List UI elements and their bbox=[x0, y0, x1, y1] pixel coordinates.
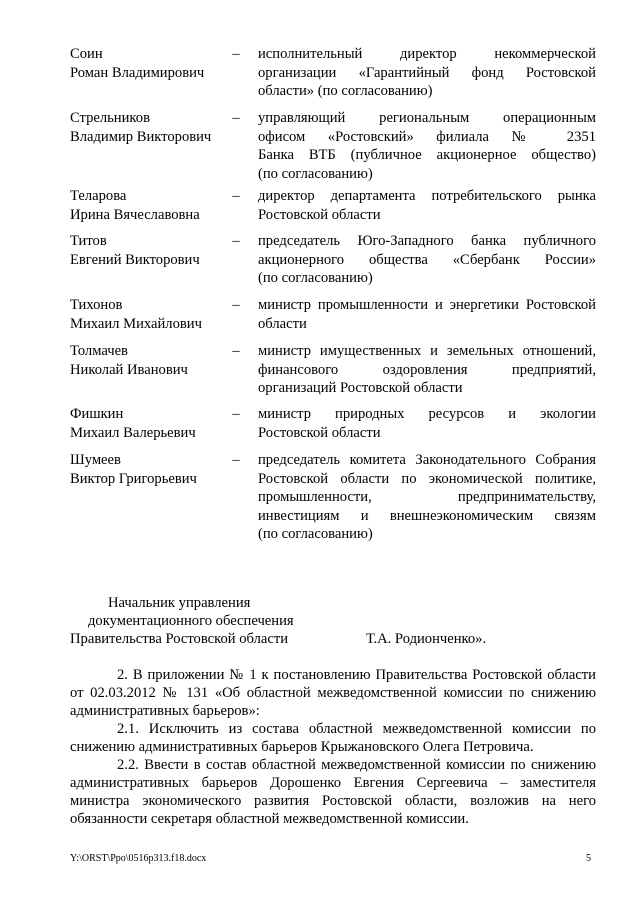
member-dash: – bbox=[232, 110, 240, 126]
footer-file-path: Y:\ORST\Ppo\0516p313.f18.docx bbox=[70, 853, 207, 864]
member-dash: – bbox=[232, 406, 240, 422]
member-position-line: офисом «Ростовский» филиала № 2351 bbox=[258, 128, 596, 145]
member-position-line: министр промышленности и энергетики Ростовской bbox=[258, 297, 596, 313]
paragraph-line: 2.1. Исключить из состава областной межведомственной комиссии по bbox=[117, 721, 596, 737]
member-position-line: организаций Ростовской области bbox=[258, 380, 463, 396]
member-name-line: Михаил Валерьевич bbox=[70, 424, 196, 441]
member-position-line: председатель Юго-Западного банка публичного bbox=[258, 233, 596, 249]
member-position-line: инвестициям и внешнеэкономическим связям bbox=[258, 507, 596, 524]
member-position-line: исполнительный директор некоммерческой bbox=[258, 46, 596, 62]
signature-title-line-3: Правительства Ростовской области bbox=[70, 631, 289, 647]
signature-title-line-1: Начальник управления bbox=[108, 595, 251, 611]
member-name-line: Соин bbox=[70, 46, 103, 62]
amendment-paragraph bbox=[70, 756, 596, 828]
member-position bbox=[258, 451, 596, 544]
paragraph-line: 2. В приложении № 1 к постановлению Правительства Ростовской области bbox=[117, 667, 596, 683]
paragraph-line: от 02.03.2012 № 131 «Об областной межведомственной комиссии по снижению bbox=[70, 685, 596, 701]
member-position-line: председатель комитета Законодательного Собрания bbox=[258, 452, 596, 468]
member-position-line: (по согласованию) bbox=[258, 270, 373, 286]
member-position bbox=[258, 45, 596, 101]
member-name bbox=[70, 451, 235, 488]
paragraph-line: административных барьеров Дорошенко Евгения Сергеевича – заместителя bbox=[70, 775, 596, 791]
member-dash: – bbox=[232, 452, 240, 468]
member-name-line: Фишкин bbox=[70, 406, 124, 422]
member-name-line: Михаил Михайлович bbox=[70, 315, 202, 332]
member-position bbox=[258, 187, 596, 224]
member-dash: – bbox=[232, 188, 240, 204]
member-position-line: организации «Гарантийный фонд Ростовской bbox=[258, 64, 596, 81]
member-position-line: министр природных ресурсов и экологии bbox=[258, 406, 596, 422]
member-name bbox=[70, 232, 235, 269]
paragraph-line: снижению административных барьеров Крыжановского Олега Петровича. bbox=[70, 739, 534, 755]
member-name-line: Толмачев bbox=[70, 343, 128, 359]
member-name-line: Виктор Григорьевич bbox=[70, 470, 197, 487]
member-position-line: (по согласованию) bbox=[258, 526, 373, 542]
member-name bbox=[70, 405, 235, 442]
member-name-line: Тихонов bbox=[70, 297, 123, 313]
member-name-line: Владимир Викторович bbox=[70, 128, 212, 145]
member-name bbox=[70, 296, 235, 333]
member-position-line: Банка ВТБ (публичное акционерное общество) bbox=[258, 147, 596, 163]
member-position bbox=[258, 296, 596, 333]
member-position-line: области» (по согласованию) bbox=[258, 83, 433, 99]
member-dash: – bbox=[232, 343, 240, 359]
member-dash: – bbox=[232, 233, 240, 249]
paragraph-line: административных барьеров»: bbox=[70, 703, 260, 719]
member-position bbox=[258, 109, 596, 183]
member-position-line: области bbox=[258, 315, 307, 332]
paragraph-line: 2.2. Ввести в состав областной межведомственной комиссии по снижению bbox=[117, 757, 596, 773]
member-position-line: Ростовской области bbox=[258, 424, 381, 441]
member-name-line: Николай Иванович bbox=[70, 361, 188, 378]
member-name-line: Титов bbox=[70, 233, 107, 249]
signer-name: Т.А. Родионченко». bbox=[366, 631, 487, 647]
member-position-line: Ростовской области по экономической политике, bbox=[258, 470, 596, 487]
member-position-line: акционерного общества «Сбербанк России» bbox=[258, 251, 596, 268]
amendment-paragraph bbox=[70, 720, 596, 756]
member-position-line: директор департамента потребительского рынка bbox=[258, 188, 596, 204]
member-name bbox=[70, 45, 235, 82]
member-position bbox=[258, 405, 596, 442]
member-name-line: Стрельников bbox=[70, 110, 150, 126]
member-name-line: Шумеев bbox=[70, 452, 121, 468]
paragraph-line: министра экономического развития Ростовской области, возложив на него bbox=[70, 793, 596, 809]
member-dash: – bbox=[232, 46, 240, 62]
member-name bbox=[70, 187, 235, 224]
member-position bbox=[258, 232, 596, 288]
amendment-paragraph bbox=[70, 666, 596, 720]
member-name bbox=[70, 342, 235, 379]
member-position-line: промышленности, предпринимательству, bbox=[258, 489, 596, 505]
paragraph-line: обязанности секретаря областной межведомственной комиссии. bbox=[70, 811, 469, 827]
member-dash: – bbox=[232, 297, 240, 313]
member-name-line: Роман Владимирович bbox=[70, 64, 205, 81]
member-position-line: Ростовской области bbox=[258, 206, 381, 223]
signature-title-line-2: документационного обеспечения bbox=[88, 613, 294, 629]
member-position bbox=[258, 342, 596, 398]
member-position-line: министр имущественных и земельных отношений, bbox=[258, 343, 596, 359]
member-name-line: Ирина Вячеславовна bbox=[70, 206, 200, 223]
member-position-line: (по согласованию) bbox=[258, 165, 373, 182]
member-name bbox=[70, 109, 235, 146]
member-position-line: финансового оздоровления предприятий, bbox=[258, 361, 596, 378]
member-position-line: управляющий региональным операционным bbox=[258, 110, 596, 126]
member-name-line: Теларова bbox=[70, 188, 127, 204]
member-name-line: Евгений Викторович bbox=[70, 251, 200, 268]
footer-page-number: 5 bbox=[586, 853, 591, 864]
